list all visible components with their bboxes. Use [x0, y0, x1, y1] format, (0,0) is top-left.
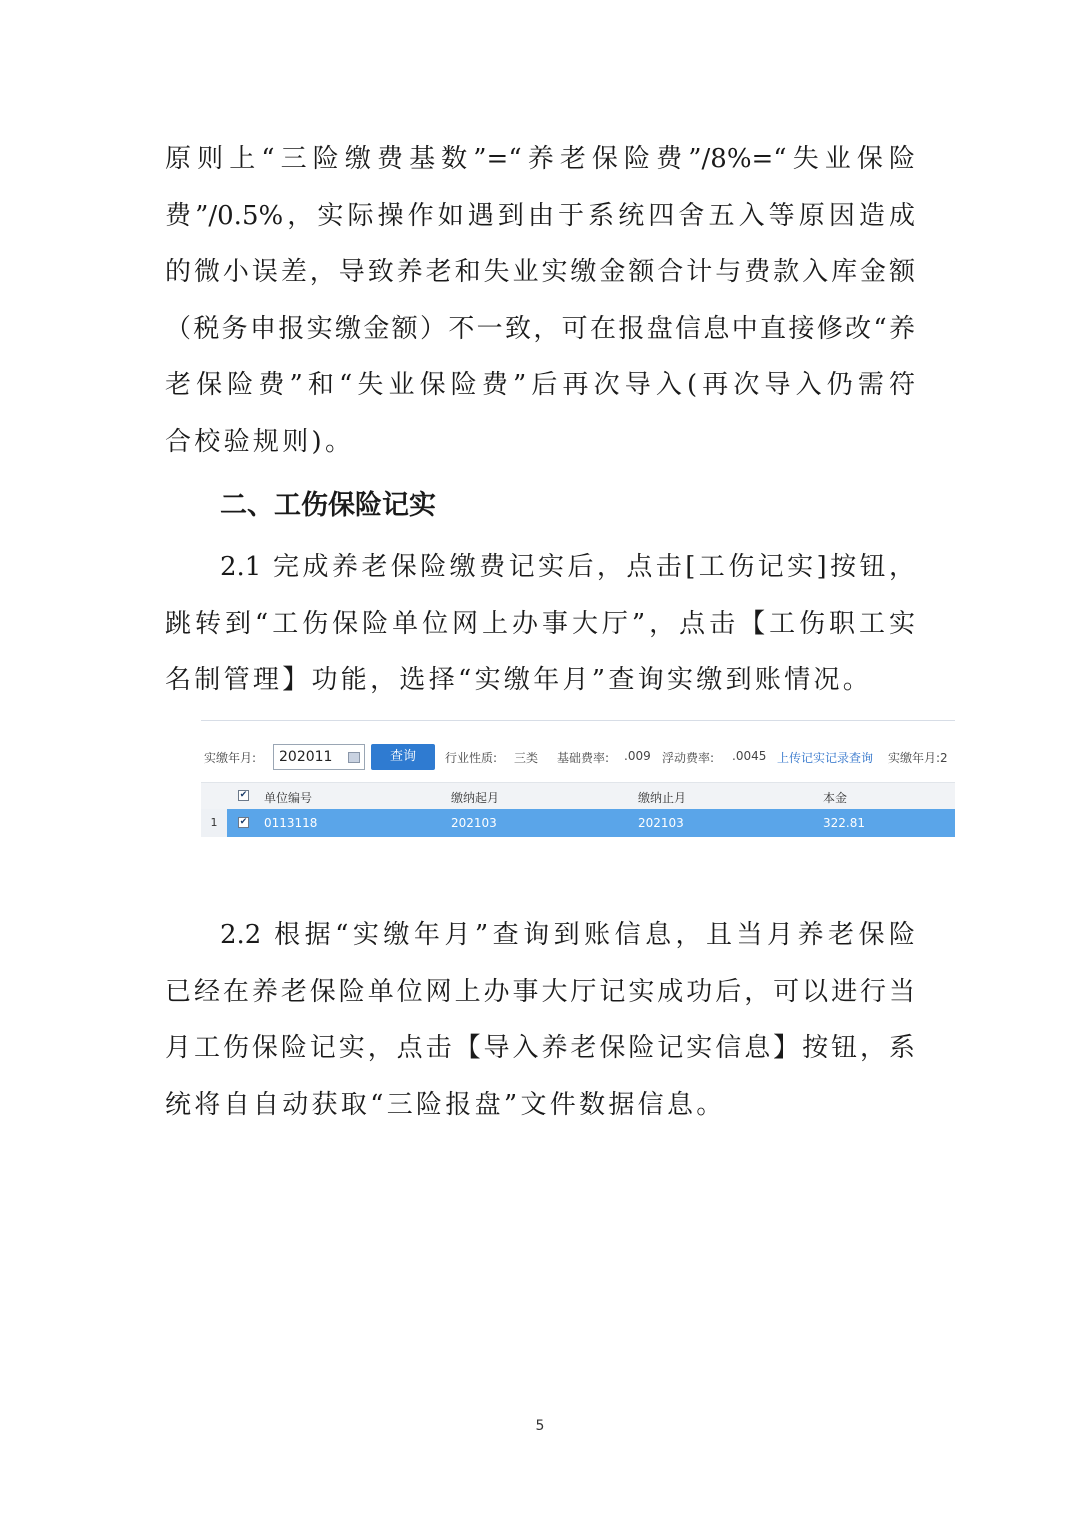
upload-record-query-link[interactable]: 上传记实记录查询 [777, 751, 874, 765]
paragraph1-line-5: 老保险费”和“失业保险费”后再次导入(再次导入仍需符 [165, 370, 915, 400]
year-month-label: 实缴年月: [204, 751, 257, 765]
industry-value: 三类 [514, 751, 539, 765]
row-number: 1 [201, 809, 227, 837]
paragraph2-line-2: 跳转到“工伤保险单位网上办事大厅”，点击【工伤职工实 [165, 609, 915, 639]
cell-start-month: 202103 [451, 816, 497, 830]
year-month-value: 202011 [279, 749, 333, 765]
table-row[interactable] [201, 809, 955, 837]
header-start-month: 缴纳起月 [451, 791, 500, 805]
query-button[interactable]: 查询 [371, 744, 435, 770]
paragraph1-line-6: 合校验规则)。 [165, 427, 355, 457]
paragraph1-line-1: 原则上“三险缴费基数”=“养老保险费”/8%=“失业保险 [165, 144, 915, 174]
cell-end-month: 202103 [638, 816, 684, 830]
paragraph1-line-4: （税务申报实缴金额）不一致，可在报盘信息中直接修改“养 [165, 314, 915, 344]
float-rate-value: .0045 [732, 749, 767, 763]
embedded-screenshot [201, 720, 955, 838]
page-number: 5 [535, 1418, 545, 1434]
table-header [201, 782, 955, 810]
paragraph2-line-3: 名制管理】功能，选择“实缴年月”查询实缴到账情况。 [165, 665, 873, 695]
row-checkbox[interactable]: ✔ [239, 817, 248, 827]
cell-principal: 322.81 [823, 816, 865, 830]
paragraph1-line-3: 的微小误差，导致养老和失业实缴金额合计与费款入库金额 [165, 257, 915, 287]
paragraph3-line-4: 统将自自动获取“三险报盘”文件数据信息。 [165, 1090, 726, 1120]
industry-label: 行业性质: [445, 751, 498, 765]
section-heading: 二、工伤保险记实 [220, 490, 436, 521]
paragraph2-line-1: 2.1 完成养老保险缴费记实后，点击[工伤记实]按钮， [220, 552, 915, 582]
query-toolbar [201, 721, 955, 769]
cell-unit-code: 0113118 [264, 816, 318, 830]
header-end-month: 缴纳止月 [638, 791, 687, 805]
trailing-year-month-label: 实缴年月:2 [888, 751, 948, 765]
paragraph3-line-1: 2.2 根据“实缴年月”查询到账信息，且当月养老保险 [220, 920, 915, 950]
year-month-input[interactable] [273, 744, 365, 770]
paragraph1-line-2: 费”/0.5%，实际操作如遇到由于系统四舍五入等原因造成 [165, 201, 915, 231]
select-all-checkbox[interactable]: ✔ [239, 790, 248, 800]
base-rate-label: 基础费率: [557, 751, 610, 765]
paragraph3-line-2: 已经在养老保险单位网上办事大厅记实成功后，可以进行当 [165, 977, 915, 1007]
header-principal: 本金 [823, 791, 848, 805]
header-unit-code: 单位编号 [264, 791, 313, 805]
calendar-icon[interactable] [348, 752, 360, 763]
float-rate-label: 浮动费率: [662, 751, 715, 765]
base-rate-value: .009 [624, 749, 651, 763]
paragraph3-line-3: 月工伤保险记实，点击【导入养老保险记实信息】按钮，系 [165, 1033, 915, 1063]
